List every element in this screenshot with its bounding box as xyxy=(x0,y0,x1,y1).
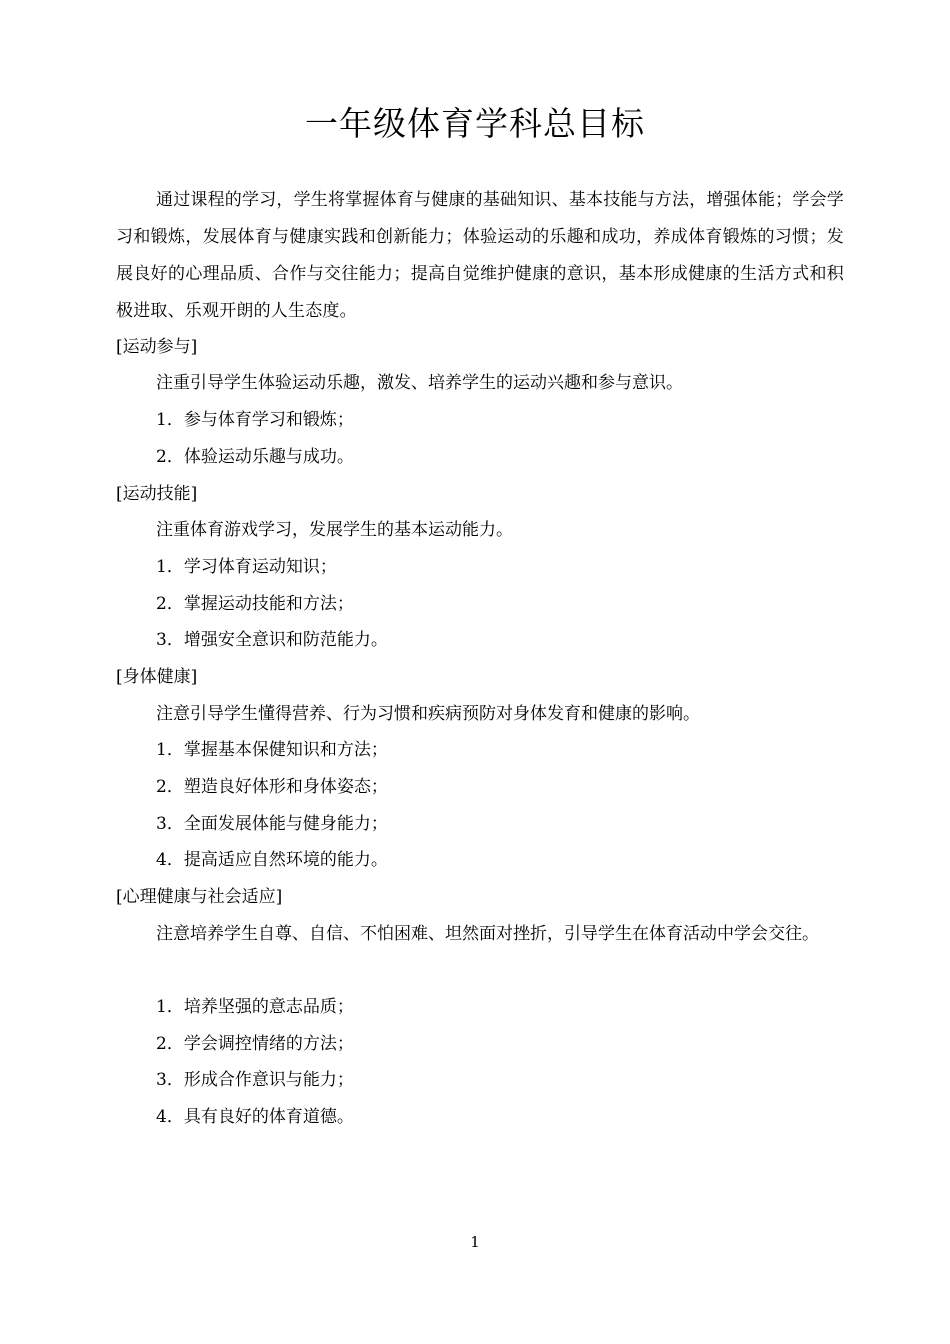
section-heading-physical-health: [身体健康] xyxy=(116,667,198,687)
section-heading-mental-health: [心理健康与社会适应] xyxy=(116,887,283,907)
list-item: 3．形成合作意识与能力； xyxy=(156,1070,354,1090)
list-item: 1．学习体育运动知识； xyxy=(156,557,337,577)
list-item: 2．塑造良好体形和身体姿态； xyxy=(156,777,388,797)
section-heading-sport-skills: [运动技能] xyxy=(116,484,198,504)
section-description-sport-skills: 注重体育游戏学习，发展学生的基本运动能力。 xyxy=(156,520,513,540)
list-item: 1．参与体育学习和锻炼； xyxy=(156,410,354,430)
section-description-sport-participation: 注重引导学生体验运动乐趣，激发、培养学生的运动兴趣和参与意识。 xyxy=(156,373,683,393)
list-item: 1．掌握基本保健知识和方法； xyxy=(156,740,388,760)
section-description-mental-health: 注意培养学生自尊、自信、不怕困难、坦然面对挫折，引导学生在体育活动中学会交往。 xyxy=(156,924,819,944)
intro-paragraph: 通过课程的学习，学生将掌握体育与健康的基础知识、基本技能与方法，增强体能；学会学习和锻炼，发展体育与健康实践和创新能力；体验运动的乐趣和成功，养成体育锻炼的习惯；发展良好的心理品质、合作与交往能力；提高自觉维护健康的意识，基本形成健康的生活方式和积极进取、乐观开朗的人生态度。 xyxy=(116,190,844,321)
list-item: 3．全面发展体能与健身能力； xyxy=(156,814,388,834)
list-item: 4．具有良好的体育道德。 xyxy=(156,1107,354,1127)
document-title: 一年级体育学科总目标 xyxy=(305,104,645,143)
section-heading-sport-participation: [运动参与] xyxy=(116,337,198,357)
list-item: 3．增强安全意识和防范能力。 xyxy=(156,630,388,650)
list-item: 2．体验运动乐趣与成功。 xyxy=(156,447,354,467)
page-number: 1 xyxy=(470,1233,480,1251)
list-item: 2．学会调控情绪的方法； xyxy=(156,1034,354,1054)
section-description-physical-health: 注意引导学生懂得营养、行为习惯和疾病预防对身体发育和健康的影响。 xyxy=(156,704,700,724)
list-item: 4．提高适应自然环境的能力。 xyxy=(156,850,388,870)
list-item: 1．培养坚强的意志品质； xyxy=(156,997,354,1017)
list-item: 2．掌握运动技能和方法； xyxy=(156,594,354,614)
